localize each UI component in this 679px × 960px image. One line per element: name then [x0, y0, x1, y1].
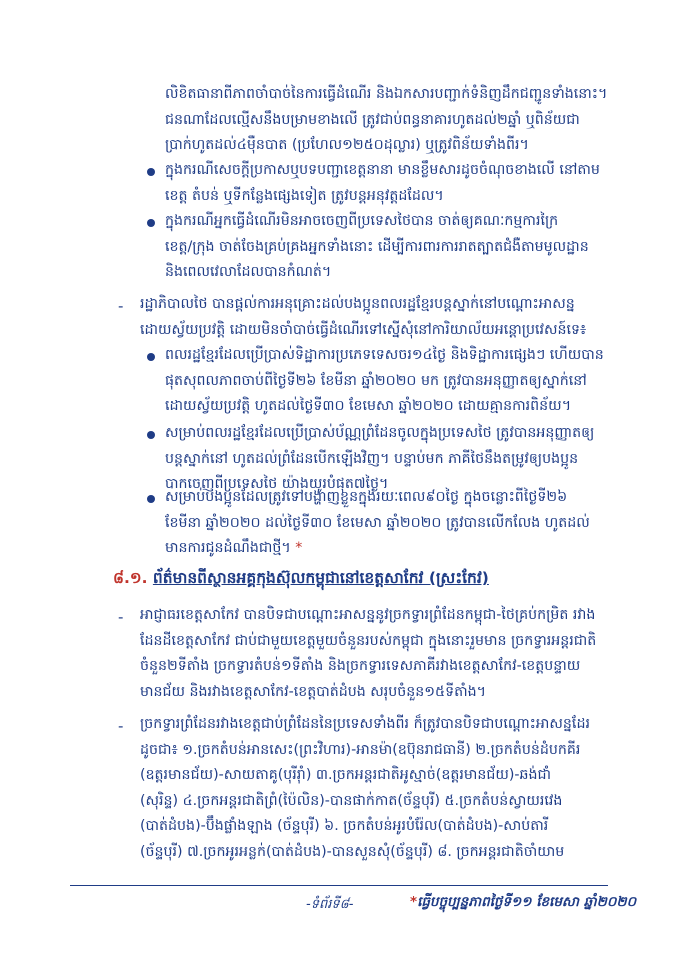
note-mark: * — [295, 540, 303, 556]
bullet-line: បាកចេញពីប្រទេសថៃ យ៉ាងយូរបំផុត៧ថ្ងៃ។ — [165, 476, 389, 492]
bullet-dot — [147, 168, 155, 176]
intro-line: ប្រាក់ហូតដល់៤ម៉ឺនបាត (ប្រហែល១២៥០ដុល្លារ) ឬត្រូវពិន័យទាំងពីរ។ — [165, 137, 529, 153]
dash-line: (សុរិន្ទ) ៤.ច្រកអន្តរជាតិព្រំ(ប៉ៃលិន)-បានផាក់កាត(ច័ន្ទបុរី) ៥.ច្រកតំបន់ស្វាយរវេង — [140, 792, 563, 809]
intro-paragraph — [165, 82, 635, 159]
update-date-text: ធ្វើបច្ចុប្បន្នភាពថ្ងៃទី១១ ខែមេសា ឆ្នាំ២០២០ — [417, 894, 637, 910]
bullet-line: ខេត្ត តំបន់ ឬទីកន្លែងផ្សេងទៀត ត្រូវបន្តអនុវត្តដដែល។ — [165, 187, 444, 204]
dash-line: ចំនួន២ទីតាំង ច្រកទ្វារតំបន់១ទីតាំង និងច្រកទ្វារទេសភាគីរវាងខេត្តសាកែវ-ខេត្តបន្ទាយ — [140, 658, 581, 674]
section-number: ៨.១. — [113, 569, 148, 587]
section-heading — [113, 565, 633, 591]
dash-line: (ឧត្តរមានជ័យ)-សាយតាគូ(បុរីរ៉ាំ) ៣.ច្រកអន្តរជាតិអូស្មាច់(ឧត្តរមានជ័យ)-ឆង់ជាំ — [140, 767, 552, 783]
dash-line: រដ្ឋាភិបាលថៃ បានផ្តល់ការអនុគ្រោះដល់បងប្អូនពលរដ្ឋខ្មែរបន្តស្នាក់នៅបណ្តោះអាសន្ន — [140, 296, 575, 312]
dash-paragraph-1 — [140, 292, 635, 343]
bullet-line: ខែមីនា ឆ្នាំ២០២០ ដល់ថ្ងៃទី៣០ ខែមេសា ឆ្នាំ២០២០ ត្រូវបានលើកលែង ហូតដល់ — [165, 514, 590, 531]
bullet-line: ក្នុងករណីសេចក្តីប្រកាសឬបទបញ្ជាខេត្តនានា មានខ្លឹមសារដូចចំណុចខាងលើ នៅតាម — [165, 162, 600, 178]
dash-line: ច្រកទ្វារព្រំដែនរវាងខេត្តជាប់ព្រំដែននៃប្រទេសទាំងពីរ ក៏ត្រូវបានបិទជាបណ្តោះអាសន្នដែរ — [140, 716, 590, 732]
bullet-line: ខេត្ត/ក្រុង ចាត់ចែងគ្រប់គ្រងអ្នកទាំងនោះ ដើម្បីការពារការរាតត្បាតជំងឺតាមមូលដ្ឋាន — [165, 238, 589, 255]
dash-line: ដូចជា៖ ១.ច្រកតំបន់អានសេះ(ព្រះវិហារ)-អានម៉ា(ឧប៊ុនរាជធានី) ២.ច្រកតំបន់ដំបកគីរ — [140, 741, 581, 758]
bullet-line: ដោយស្វ័យប្រវត្តិ ហូតដល់ថ្ងៃទី៣០ ខែមេសា ឆ្នាំ២០២០ ដោយគ្មានការពិន័យ។ — [165, 398, 572, 414]
bullet-dot — [147, 431, 155, 439]
bullet-line: ក្នុងករណីអ្នកធ្វើដំណើរមិនអាចចេញពីប្រទេសថៃបាន ចាត់ឲ្យគណៈកម្មការក្រៃ — [165, 213, 559, 229]
dash-paragraph-2 — [140, 603, 635, 705]
bullet-dot — [147, 495, 155, 503]
bullet-line: សម្រាប់ពលរដ្ឋខ្មែរដែលប្រើប្រាស់ប័ណ្ណព្រំដែនចូលក្នុងប្រទេសថៃ ត្រូវបានអនុញ្ញាតឲ្យ — [165, 425, 595, 441]
dash-line: ដែនដីខេត្តសាកែវ ជាប់ជាមួយខេត្តមួយចំនួនរបស់កម្ពុជា ក្នុងនោះរួមមាន ច្រកទ្វារអន្តរជាតិ — [140, 632, 597, 649]
bullet-line: ពលរដ្ឋខ្មែរដែលប្រើប្រាស់ទិដ្ឋាការប្រភេទទេសចរ១៤ថ្ងៃ និងទិដ្ឋាការផ្សេងៗ ហើយបាន — [165, 347, 604, 363]
bullet-line: ផុតសុពលភាពចាប់ពីថ្ងៃទី២៦ ខែមីនា ឆ្នាំ២០២០ មក ត្រូវបានអនុញ្ញាតឲ្យស្នាក់នៅ — [165, 372, 587, 389]
bullet-line: សម្រាប់បងប្អូនដែលត្រូវទៅបង្ហាញខ្លួនក្នុងរយៈពេល៩០ថ្ងៃ ក្នុងចន្លោះពីថ្ងៃទី២៦ — [165, 489, 568, 505]
dash-line: ដោយស្វ័យប្រវត្តិ ដោយមិនចាំបាច់ធ្វើដំណើរទៅស្នើសុំនៅការិយាល័យអន្តោប្រវេសន៍ទេ៖ — [140, 321, 587, 338]
dash-line: មានជ័យ និងរវាងខេត្តសាកែវ-ខេត្តបាត់ដំបង សរុបចំនួន១៥ទីតាំង។ — [140, 683, 486, 700]
dash-line: (បាត់ដំបង)-ប៊ឹងផ្លាំងឡាង (ច័ន្ទបុរី) ៦. ច្រកតំបន់អូរបំរ៉ែល(បាត់ដំបង)-សាប់តារី — [140, 818, 549, 834]
bullet-line — [165, 536, 635, 562]
dash-marker: - — [118, 297, 124, 315]
intro-line: លិខិតធានាពីភាពចាំបាច់នៃការធ្វើដំណើរ និងឯកសារបញ្ជាក់ទំនិញដឹកជញ្ជូនទាំងនោះ។ — [165, 86, 608, 102]
page-number: -ទំព័រទី៨- — [306, 897, 354, 912]
update-date — [410, 893, 636, 913]
dash-marker: - — [118, 608, 124, 626]
dash-paragraph-3 — [140, 712, 635, 865]
intro-line: ជនណាដែលល្មើសនឹងបម្រាមខាងលើ ត្រូវជាប់ពន្ធនាគារហូតដល់២ឆ្នាំ ឬពិន័យជា — [165, 111, 580, 128]
dash-marker: - — [118, 717, 124, 735]
bullet-dot — [147, 353, 155, 361]
bullet-line: និងពេលវេលាដែលបានកំណត់។ — [165, 264, 332, 280]
sub-bullet-a1 — [165, 158, 635, 209]
bullet-line-text: មានការជូនដំណឹងជាថ្មី។ — [165, 540, 291, 556]
dash-line: អាជ្ញាធរខេត្តសាកែវ បានបិទជាបណ្តោះអាសន្ននូវច្រកទ្វារព្រំដែនកម្ពុជា-ថៃគ្រប់កម្រិត រវាង — [140, 607, 596, 623]
bullet-line: បន្តស្នាក់នៅ ហូតដល់ព្រំដែនបើកឡើងវិញ។ បន្ទាប់មក ភាគីថៃនឹងតម្រូវឲ្យបងប្អូន — [165, 450, 579, 467]
sub-bullet-a2 — [165, 209, 635, 286]
sub-bullet-b3 — [165, 485, 635, 562]
section-title: ព័ត៌មានពីស្ថានអគ្គកុងស៊ុលកម្ពុជានៅខេត្តសាកែវ (ស្រះកែវ) — [152, 569, 489, 587]
bullet-dot — [147, 219, 155, 227]
footer-star: * — [410, 894, 418, 910]
dash-line: (ច័ន្ទបុរី) ៧.ច្រកអូរអន្លក់(បាត់ដំបង)-បានសួនសុំ(ច័ន្ទបុរី) ៨. ច្រកអន្តរជាតិចាំយាម — [140, 843, 565, 860]
footer-divider — [70, 885, 608, 886]
sub-bullet-b1 — [165, 343, 635, 420]
